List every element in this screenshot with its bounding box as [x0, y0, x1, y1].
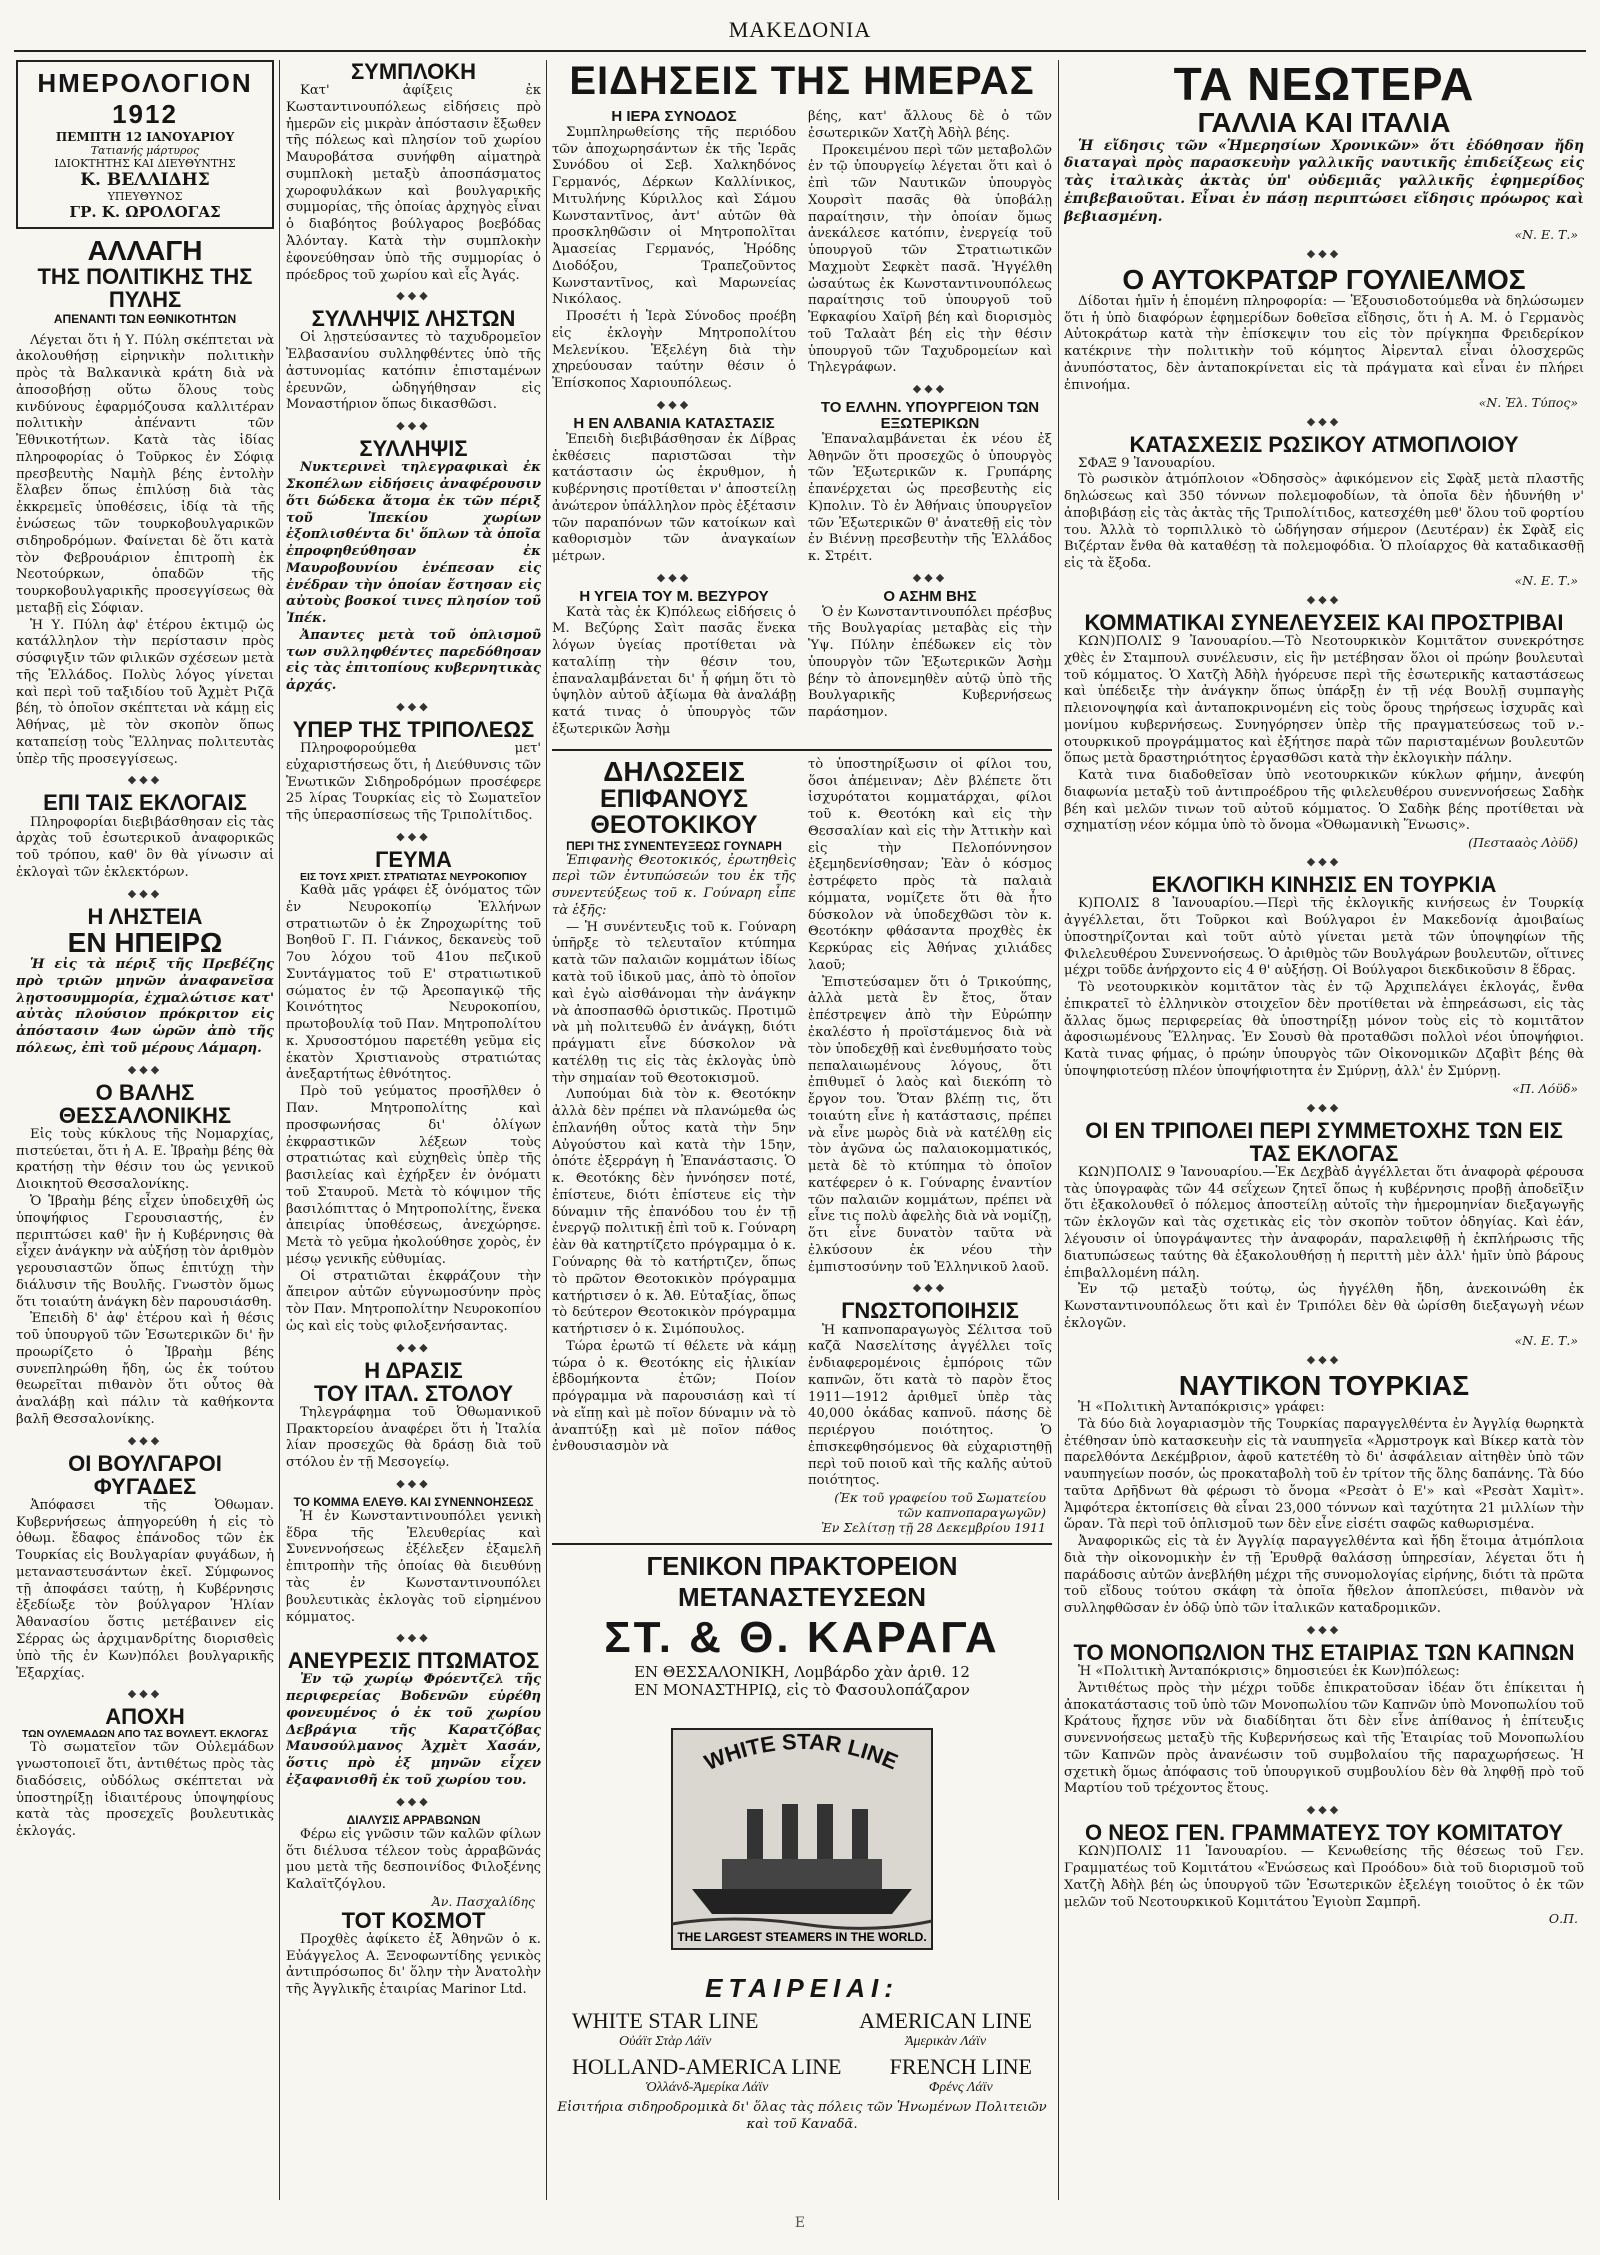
article-paragraph: Λέγεται ὅτι ἡ Υ. Πύλη σκέπτεται νὰ ἀκολουθήσῃ εἰρηνικὴν πολιτικὴν πρὸς τὰ Βαλκανικὰ κράτη διὰ νὰ ἀποσοβήσῃ οὕτω ὅλους τοὺς κινδύνους ἐφαρμόζουσα καλλιτέραν πολιτικὴν ἀπέναντι τῶν Ἐθνικοτήτων. Κατὰ τὰς ἰδίας πληροφορίας ὁ Τοῦρκος ἐν Σόφιᾳ πρεσβευτὴς Ναμὴλ βέης ἐντολὴν ἔλαβεν ὅπως ἐπιλύσῃ διὰ τὰς ἐκκρεμεῖς ὑποθέσεις, ἰδίᾳ τὰ τῆς ἐνώσεως τῶν τουρκοβουλγαρικῶν σιδηροδρόμων. Φαίνεται δὲ ὅτι κατὰ τὸν Φεβρουάριον ἐπιτροπὴ ἐκ Νεοτούρκων, ὁπαδῶν τῆς τουρκοβουλγαρικῆς προσεγγίσεως θὰ μεταβῇ εἰς Σόφιαν. — [16, 332, 274, 616]
advert-address: ΕΝ ΜΟΝΑΣΤΗΡΙῼ, εἰς τὸ Φασουλοπάζαρον — [634, 1681, 970, 1700]
shipping-line: HOLLAND-AMERICA LINE Ὁλλάνδ-Ἀμερίκα Λάϊν — [572, 2054, 842, 2096]
article-headline: Ο ΑΣΗΜ ΒΗΣ — [883, 587, 977, 605]
article-paragraph: Ἀπόφασει τῆς Ὀθωμαν. Κυβερνήσεως ἀπηγορεύθη ἡ εἰς τὸ ὀθωμ. ἔδαφος ἐπάνοδος τῶν ἐκ Τουρκίας εἰς Βουλγαρίαν φυγάδων, ἡ μεταναστευσάντων ἐκεῖ. Σύμφωνος τῇ ἀποφάσει ταύτῃ, ἡ Κυβέρνησις ἐξεδίωξε τὸν βούλγαρον Ἠλίαν Ἀθανασίου ὅστις μετέβαινεν εἰς Σέρρας ὡς ἀρχιμανδρίτης διορισθεὶς ὑπὸ τῆς ἐν Κων)πόλει βουλγαρικῆς Ἐξαρχίας. — [16, 1497, 274, 1681]
article-paragraph: Τὸ σωματεῖον τῶν Οὐλεμάδων γνωστοποιεῖ ὅτι, ἀντιθέτως πρὸς τὰς διαδόσεις, οὐδόλως σκέπτεται νὰ ὑποστηρίξῃ ἰδιαιτέρους ὑποψηφίους κατὰ τὰς προσεχεῖς βουλευτικὰς ἐκλογάς. — [16, 1740, 274, 1840]
news-subcolumns — [552, 109, 1052, 739]
article-paragraph: Προχθὲς ἀφίκετο ἐξ Ἀθηνῶν ὁ κ. Εὐάγγελος Α. Ξενοφωντίδης γενικὸς ἀντιπρόσωπος δι' ὅλην τὴν Ἀνατολὴν τῆς Ἀγγλικῆς ἑταιρίας Marinor Ltd. — [286, 1931, 541, 1998]
article-paragraph: Ἀναφορικῶς εἰς τὰ ἐν Ἀγγλίᾳ παραγγελθέντα καὶ ἤδη ἕτοιμα ἀτμόπλοια διὰ τὴν οἰκονομικὴν ἐν τῇ Ἐρυθρᾷ θαλάσσῃ ὑπηρεσίαν, λέγεται ὅτι ἡ παράδοσις αὐτῶν ἀνεβλήθη μέχρι τῆς συνομολογίας εἰρήνης, διότι τὰ πρῶτα τοῦ εἴδους τούτου σκάφη τὰ ὁποῖα ἤθελον ἀποπλεύσει, πιθανὸν νὰ συλληφθῶσαν ἐν ὁδῷ ὑπὸ τῶν ἰταλικῶν καταδρομικῶν. — [1064, 1534, 1584, 1617]
article-headline: Ο ΑΥΤΟΚΡΑΤΩΡ ΓΟΥΛΙΕΛΜΟΣ — [1122, 263, 1526, 295]
ornament-divider: ◆◆◆ — [1306, 855, 1342, 869]
article-headline: ΕΠΙ ΤΑΙΣ ΕΚΛΟΓΑΙΣ — [43, 790, 247, 816]
shipping-lines-row — [552, 2008, 1052, 2050]
article-paragraph: Ἀπαντες μετὰ τοῦ ὁπλισμοῦ των συλληφθέντες παρεδόθησαν εἰς τὰς ἐπιτοπίους κυβερνητικὰς ἀρχάς. — [286, 627, 541, 694]
article-headline: Η ΛΗΣΤΕΙΑ — [87, 903, 203, 929]
ornament-divider: ◆◆◆ — [396, 700, 431, 714]
signature: «Π. Λόϋδ» — [1512, 1080, 1578, 1096]
column-1 — [16, 60, 274, 2200]
article-paragraph: Τὰ δύο διὰ λογαριασμὸν τῆς Τουρκίας παραγγελθέντα ἐν Ἀγγλίᾳ θωρηκτὰ ἐτέθησαν ὑπὸ κατασκευὴν εἰς τὰ ναυπηγεῖα «Ἀρμστρογκ καὶ Βίκερ κατὰ τὸν παρελθόντα Δεκέμβριον, ἀφοῦ κατετέθη τὸ δι' ἀσφάλειαν αἰτηθὲν ὑπὸ τῶν ναυπηγείων ποσόν, ὡς προκαταβολὴ τοῦ ἐν τρίτον τῆς ὅλης δαπάνης. Τὰ δύο ταῦτα Δρῆδνωτ θὰ φέρωσι τὸ ὄνομα «Ρεσὰτ ὁ Ε'» καὶ «Ρεσὰτ Χαμὶτ». Ἀμφότερα ἐκτοπίσεις θὰ εἶναι 23,000 τόννων καὶ ταχύτητα 21 μιλλίων τὴν ὥραν. Τὰ περὶ τοῦ ὁπλισμοῦ των δὲν εἶνε εἰσέτι σαφῶς καθωρισμένα. — [1064, 1416, 1584, 1533]
signature: «Ν. Ἐλ. Τύπος» — [1478, 394, 1578, 410]
article-headline: ΓΑΛΛΙΑ ΚΑΙ ΙΤΑΛΙΑ — [1197, 107, 1451, 139]
article-paragraph: Προκειμένου περὶ τῶν μεταβολῶν ἐν τῷ ὑπουργείῳ λέγεται ὅτι καὶ ὁ ἐπὶ τῶν Ναυτικῶν ὑπουργὸς Χουρσὶτ πασᾶς θὰ ὑποβάλῃ παραίτησιν, τὴν ὁποίαν ὅμως ἀνεκάλεσε κατόπιν, ἐνεργείᾳ τοῦ ὑπουργοῦ τῶν Στρατιωτικῶν Μαχμοὺτ Σεφκὲτ πασᾶ. Ἠγγέλθη ὡσαύτως ἐκ Κωνσταντινουπόλεως παραίτησις τοῦ ὑπουργοῦ τοῦ Ἐφκαφίου Χαϊρῆ βέη καὶ διορισμὸς τοῦ Ταλαὰτ βέη εἰς τὴν θέσιν ὑπουργοῦ τῶν Ταχυδρομείων καὶ Τηλεγράφων. — [808, 142, 1052, 376]
article-headline: ΤΟ ΕΛΛΗΝ. ΥΠΟΥΡΓΕΙΟΝ ΤΩΝ ΕΞΩΤΕΡΙΚΩΝ — [820, 399, 1040, 432]
column-4 — [1064, 60, 1584, 2200]
shipping-lines-row — [552, 2054, 1052, 2096]
editor-name: ΓΡ. Κ. ΩΡΟΛΟΓΑΣ — [69, 203, 221, 221]
newspaper-page — [14, 10, 1586, 2245]
article-paragraph: Συμπληρωθείσης τῆς περιόδου τῶν ἀποχωρησάντων ἐκ τῆς Ἱερᾶς Συνόδου οἱ Σεβ. Χαλκηδόνος Γερμανός, Δέρκων Καλλίνικος, Μιτυλήνης Κύριλλος καὶ Σάμου Κωνσταντῖνος, ἀντ' αὐτῶν θὰ προσκληθῶσιν οἱ Μητροπολῖται Ἀμασείας Γερμανός, Ἡρόδης Διοδόξου, Τραπεζοῦντος Κωνσταντῖνος, καὶ Μαρωνείας Νικόλαος. — [552, 124, 796, 308]
signature: «Ν. Ε. Τ.» — [1514, 1332, 1578, 1348]
article-paragraph: Ἡ ἐν Κωνσταντινουπόλει γενικὴ ἕδρα τῆς Ἐλευθερίας καὶ Συνεννοήσεως ἐξέλεξεν ἐξαμελῆ ἐπιτροπὴν τῆς ὁποίας θὰ διευθύνῃ τὰς ἐν Κωνσταντινουπόλει βουλευτικὰς ἐκλογὰς τοῦ εἰρημένου κόμματος. — [286, 1508, 541, 1625]
page-footer-mark: Ε — [794, 2215, 806, 2231]
calendar-date: ΠΕΜΠΤΗ 12 ΙΑΝΟΥΑΡΙΟΥ — [55, 130, 235, 144]
ornament-divider: ◆◆◆ — [912, 382, 948, 396]
article-paragraph: ΚΩΝ)ΠΟΛΙΣ 11 Ἰανουαρίου. — Κενωθείσης τῆς θέσεως τοῦ Γεν. Γραμματέως τοῦ Κομιτάτου «Ἑνώσεως καὶ Προόδου» διὰ τοῦ διορισμοῦ τοῦ Χατζὴ Ἀδὴλ βέη ὡς ὑπουργοῦ τῶν Ἐσωτερικῶν ἐξελέγη τοιοῦτος ὁ ἐκ τῶν μελῶν τοῦ Νεοτουρκικοῦ Κομιτάτου Ἐγιοὺπ Σαμπρῆ. — [1064, 1844, 1584, 1910]
ornament-divider: ◆◆◆ — [396, 1794, 431, 1808]
ornament-divider: ◆◆◆ — [396, 829, 431, 843]
ornament-divider: ◆◆◆ — [127, 1062, 163, 1076]
article-headline: ΔΙΑΛΥΣΙΣ ΑΡΡΑΒΩΝΩΝ — [346, 1812, 481, 1827]
article-paragraph: βέης, κατ' ἄλλους δὲ ὁ τῶν ἐσωτερικῶν Χατζὴ Ἀδὴλ βέης. — [808, 109, 1052, 141]
ornament-divider: ◆◆◆ — [656, 570, 692, 584]
article-paragraph: Πληροφορίαι διεβιβάσθησαν εἰς τὰς ἀρχὰς τοῦ ἐσωτερικοῦ ἀναφορικῶς τοῦ τρόπου, καθ' ὃν θὰ γίνωσιν αἱ ἐκλογαὶ τῶν ἐκλεκτόρων. — [16, 814, 274, 880]
article-headline: ΕΚΛΟΓΙΚΗ ΚΙΝΗΣΙΣ ΕΝ ΤΟΥΡΚΙΑ — [1151, 872, 1497, 898]
ornament-divider: ◆◆◆ — [1306, 1622, 1342, 1636]
article-paragraph: ΣΦΑΞ 9 Ἰανουαρίου. — [1078, 455, 1216, 471]
companies-heading: ΕΤΑΙΡΕΙΑΙ: — [705, 1973, 899, 2004]
article-paragraph: Τὸ ρωσικὸν ἀτμόπλοιον «Ὀδησσὸς» ἀφικόμενον εἰς Σφὰξ μετὰ πλαστῆς δηλώσεως καὶ 350 τόννων πολεμοφοδίων, τὰ ὁποῖα δὲν ἠδυνήθη ν' ἀποβιβάσῃ εἰς τὰς ἀκτὰς τῆς Τριπολίτιδος, κατεσχέθη μεθ' ὅλου τοῦ φορτίου του. Ἀλλὰ τὸ τορπιλλικὸ τὸ ὡδήγησαν σήμερον (Δευτέραν) ἐκ Σφὰξ εἰς Βιζέρταν ἔνθα θὰ καταθέσῃ τὰ πολεμοφόδια. Ὁ πλοίαρχος θὰ καταδικασθῇ εἰς τὰ ἔξοδα. — [1064, 472, 1584, 572]
article-headline: ΤΟΤ ΚΟΣΜΟΤ — [341, 1907, 486, 1933]
ornament-divider: ◆◆◆ — [656, 398, 692, 411]
article-headline: ΣΥΜΠΛΟΚΗ — [350, 60, 477, 84]
ship-caption: THE LARGEST STEAMERS IN THE WORLD. — [677, 1930, 927, 1945]
advert-footer: Εἰσιτήρια σιδηροδρομικὰ δι' ὅλας τὰς πόλεις τῶν Ἡνωμένων Πολιτειῶν καὶ τοῦ Καναδᾶ. — [557, 2100, 1047, 2132]
signature: «Ν. Ε. Τ.» — [1514, 572, 1578, 588]
article-paragraph: τὸ ὑποστηρίξωσιν οἱ φίλοι του, ὅσοι ἀπέμειναν; Δὲν βλέπετε ὅτι ἰσχυρότατοι κομματάρχαι, φίλοι τοῦ κ. Θεοτόκη καὶ εἰς τὴν Θεσσαλίαν καὶ εἰς τὴν Ἀττικὴν καὶ εἰς τὴν Πελοπόννησον ἐξεμηδενίσθησαν; Ἐὰν ὁ κόσμος ἐστρέφετο πρὸς τὰ παλαιὰ κόμματα, νομίζετε ὅτι θὰ ἦτο δύσκολον νὰ ὑποδεχθῶσι τὸν κ. Θεοτόκην φθάσαντα προχθὲς ἐκ Κερκύρας εἰς Ἀθήνας χιλιάδες λαοῦ; — [808, 756, 1052, 973]
ornament-divider: ◆◆◆ — [127, 1687, 163, 1701]
article-paragraph: Ἐπειδὴ δ' ἀφ' ἑτέρου καὶ ἡ θέσις τοῦ ὑπουργοῦ τῶν Ἐσωτερικῶν δι' ἣν προωρίζετο ὁ Ἰβραὴμ βέης συνεπληρώθη ἤδη, ὡς ἐκ τούτου θεωρεῖται πιθανὸν ὅτι οὗτος θὰ ἀναλάβῃ καὶ πάλιν τὰ καθήκοντα βαλῆ Θεσσαλονίκης. — [16, 1311, 274, 1427]
article-paragraph: Ἀντιθέτως πρὸς τὴν μέχρι τοῦδε ἐπικρατοῦσαν ἰδέαν ὅτι ἐπίκειται ἡ ἀποκατάστασις τοῦ ὑπὸ τῶν Μονοπωλίου τῶν Καπνῶν ὑπὸ Μονοπωλίου τοῦ Κράτους ἤχησε νῦν νὰ διαδίδηται ὅτι δὲν εἶνε ἀπίθανος ἡ ἐπίτευξις συνεννοήσεως μεταξὺ τῆς Κυβερνήσεως καὶ τῆς Ἑταιρίας τοῦ Μονοπωλίου τῶν Καπνῶν πρὸς ἀνανέωσιν τοῦ συμβολαίου τῆς παραχωρήσεως. Ἡ σχετικὴ ὅμως ἀπόφασις τοῦ ὑπουργικοῦ συμβουλίου δὲν θὰ ληφθῇ πρὸ τοῦ Μαρτίου τοῦ τρέχοντος ἔτους. — [1064, 1680, 1584, 1797]
signature: Ἀν. Πασχαλίδης — [431, 1893, 535, 1909]
article-subhead: ΕΙΣ ΤΟΥΣ ΧΡΙΣΤ. ΣΤΡΑΤΙΩΤΑΣ ΝΕΥΡΟΚΟΠΙΟΥ — [299, 871, 528, 884]
article-paragraph: — Ἡ συνέντευξις τοῦ κ. Γούναρη ὑπῆρξε τὸ τελευταῖον κτύπημα κατὰ τῶν παλαιῶν κομμάτων ἰδίως κατὰ τοῦ ἰδικοῦ μας, ἀπὸ τὸ ὁποῖον καὶ ἐγὼ αἰσθάνομαι τὴν ἀνάγκην νὰ ἀποσπασθῶ ὁριστικῶς. Προτιμῶ νὰ μὴ πολιτευθῶ ἐν ἀνάγκῃ, διότι πράγματι εἶνε δύσκολον νὰ κατέλθῃ τις εἰς τὰς ἐκλογὰς ὑπὸ τὴν σημαίαν τοῦ Θεοτοκισμοῦ. — [552, 919, 796, 1086]
ornament-divider: ◆◆◆ — [1306, 1803, 1342, 1817]
article-paragraph: Ἡ «Πολιτικὴ Ἀνταπόκρισις» γράφει: — [1078, 1399, 1325, 1415]
article-paragraph: Ὁ ἐν Κωνσταντινουπόλει πρέσβυς τῆς Βουλγαρίας μεταβὰς εἰς τὴν Ὑψ. Πύλην ἐπέδωκεν εἰς τὸν ὑπουργὸν τῶν Ἐξωτερικῶν Ἀσὴμ βέην τὸ ἀπονεμηθὲν αὐτῷ ὑπὸ τῆς Βουλγαρικῆς Κυβερνήσεως παράσημον. — [808, 604, 1052, 721]
article-paragraph: Ἐπαναλαμβάνεται ἐκ νέου ἐξ Ἀθηνῶν ὅτι προσεχῶς ὁ ὑπουργὸς τῶν Ἐξωτερικῶν κ. Γρυπάρης ἐπανέρχεται ὡς πρεσβευτὴς εἰς Κ)πολιν. Τὸ ἐν Ἀθήναις ὑπουργεῖον τῶν Ἐξωτερικῶν θ' ἀνατεθῇ εἰς τὸν ἐν Βιέννῃ πρεσβευτὴν τῆς Ἑλλάδος κ. Στρέιτ. — [808, 431, 1052, 565]
advert-title: ΓΕΝΙΚΟΝ ΠΡΑΚΤΟΡΕΙΟΝ ΜΕΤΑΝΑΣΤΕΥΣΕΩΝ — [646, 1551, 958, 1613]
article-headline: ΤΗΣ ΠΟΛΙΤΙΚΗΣ ΤΗΣ ΠΥΛΗΣ — [37, 264, 253, 313]
section-banner: ΤΑ ΝΕΩΤΕΡΑ — [1173, 60, 1475, 110]
ornament-divider: ◆◆◆ — [912, 1281, 948, 1295]
article-headline: Η ΔΡΑΣΙΣ — [364, 1357, 463, 1383]
article-headline: ΥΠΕΡ ΤΗΣ ΤΡΙΠΟΛΕΩΣ — [292, 717, 535, 743]
ornament-divider: ◆◆◆ — [127, 886, 163, 900]
ship-banner-text: WHITE STAR LINE — [700, 1729, 902, 1776]
column-2 — [286, 60, 541, 2200]
article-paragraph: Ἡ εἰς τὰ πέριξ τῆς Πρεβέζης πρὸ τριῶν μηνῶν ἀναφανεῖσα λῃστοσυμμορία, ἐχμαλώτισε κατ' αὐτὰς πλούσιον πρόκριτον εἰς ἀπόστασιν 4ων ὡρῶν ἀπὸ τῆς πόλεως, ἐπὶ τοῦ μέρους Λάμαρη. — [16, 957, 274, 1056]
article-headline: Ο ΒΑΛΗΣ ΘΕΣΣΑΛΟΝΙΚΗΣ — [58, 1079, 232, 1128]
article-paragraph: Τηλεγράφημα τοῦ Ὀθωμανικοῦ Πρακτορείου ἀναφέρει ὅτι ἡ Ἰταλία λίαν προσεχῶς θὰ δράσῃ διὰ τοῦ στόλου ἐν τῇ Μεσογείῳ. — [286, 1404, 541, 1471]
article-headline: Η ΙΕΡΑ ΣΥΝΟΔΟΣ — [611, 108, 737, 125]
article-paragraph: Οἱ στρατιῶται ἐκφράζουν τὴν ἄπειρον αὐτῶν εὐγνωμοσύνην πρὸς τὸν Παν. Μητροπολίτην Νευροκοπίου ὡς καὶ εἰς τοὺς φιλοξενήσαντας. — [286, 1268, 541, 1334]
signature: Ο.Π. — [1548, 1911, 1578, 1927]
article-headline: ΤΟΥ ΙΤΑΛ. ΣΤΟΛΟΥ — [313, 1380, 514, 1406]
article-subhead: ΠΕΡΙ ΤΗΣ ΣΥΝΕΝΤΕΥΞΕΩΣ ΓΟΥΝΑΡΗ — [566, 838, 782, 853]
ornament-divider: ◆◆◆ — [396, 1476, 431, 1490]
article-paragraph: Ἡ καπνοπαραγωγὸς Σέλιτσα τοῦ καζᾶ Νασελίτσης ἀγγέλλει τοῖς ἐνδιαφερομένοις ἐμπόροις τῶν καπνῶν, ὅτι κατὰ τὸ παρὸν ἔτος 1911—1912 ἀριθμεῖ ὑπὲρ τὰς 40,000 ὀκάδας καπνοῦ. πάσης δὲ περιέργου ποιότητος. Ὁ ἐπισκεφθησόμενος θὰ εὐχαριστηθῇ περὶ τοῦ ποιοῦ καὶ τῆς καλῆς αὐτοῦ ποιότητος. — [808, 1322, 1052, 1489]
article-paragraph: Νυκτερινεὶ τηλεγραφικαὶ ἐκ Σκοπέλων εἰδήσεις ἀναφέρουσιν ὅτι δώδεκα ἄτομα ἐκ τῶν πέριξ τοῦ Ἰπεκίου χωρίων ἐξοπλισθέντα δι' ὅπλων τὰ ὁποῖα ἐπροφηθεύθησαν ἐκ Μαυροβουνίου ἐνέπεσαν εἰς ἐνέδραν τὴν ὁποίαν ἔστησαν εἰς αὐτοὺς βοσκοί τινες πλησίον τοῦ Ἰπέκ. — [286, 460, 541, 627]
advert-address: ΕΝ ΘΕΣΣΑΛΟΝΙΚΗ, Λομβάρδο χὰν ἀριθ. 12 — [634, 1663, 970, 1682]
news-subcolumn-left — [552, 109, 796, 739]
article-headline: ΓΕΥΜΑ — [375, 846, 452, 872]
article-paragraph: Ἡ «Πολιτικὴ Ἀνταπόκρισις» δημοσιεύει ἐκ Κων)πόλεως: — [1078, 1664, 1460, 1680]
editor-label: ΥΠΕΥΘΥΝΟΣ — [107, 190, 183, 203]
calendar-saint: Τατιανής μάρτυρος — [90, 144, 200, 157]
signature: (Πεστααὸς Λὸϋδ) — [1468, 835, 1578, 851]
article-headline: ΤΟ ΚΟΜΜΑ ΕΛΕΥΘ. ΚΑΙ ΣΥΝΕΝΝΟΗΣΕΩΣ — [293, 1494, 534, 1509]
ornament-divider: ◆◆◆ — [1306, 592, 1342, 606]
article-headline: Η ΕΝ ΑΛΒΑΝΙΑ ΚΑΤΑΣΤΑΣΙΣ — [573, 415, 775, 432]
article-paragraph: Πρὸ τοῦ γεύματος προσῆλθεν ὁ Παν. Μητροπολίτης καὶ προσφωνήσας δι' ὀλίγων ἐκφραστικῶν λέξεων τοὺς στρατιώτας καὶ εὐχηθεὶς ὑπὲρ τῆς βασιλείας καὶ ἐχήρξεν ἐν ὀνόματι τοῦ Σταυροῦ. Μετὰ τὸ κόψιμον τῆς βασιλόπιττας ὁ Μητροπολίτης, ἕνεκα ἀπειρίας ὑποθέσεως, ἀνεχώρησε. Μετὰ τὸ γεῦμα ἠκολούθησε χορὸς, ἐν μέσῳ γενικῆς εὐθυμίας. — [286, 1084, 541, 1267]
article-paragraph: Ἡ Υ. Πύλη ἀφ' ἑτέρου ἐκτιμῷ ὡς κατάλληλον τὴν περίστασιν πρὸς σύσφιγξιν τῶν φιλικῶν σχέσεων μετὰ τῆς Ἑλλάδος. Πολὺς λόγος γίνεται καὶ περὶ τοῦ ταξιδίου τοῦ Ἀχμὲτ Ριζᾶ βέη, τὸ ὁποῖον σκέπτεται νὰ κάμῃ εἰς Ἀθήνας, μὲ τὸν σκοπὸν ὅπως καταπείσῃ τοὺς Ἕλληνας πολιτευτὰς ὑπὲρ τῆς προσεγγίσεως. — [16, 617, 274, 767]
signature: Ἐν Σελίτσῃ τῇ 28 Δεκεμβρίου 1911 — [821, 1520, 1046, 1536]
ornament-divider: ◆◆◆ — [1306, 1352, 1342, 1366]
advert-company: ΣΤ. & Θ. ΚΑΡΑΓΑ — [604, 1613, 1000, 1663]
ornament-divider: ◆◆◆ — [1306, 1100, 1342, 1114]
article-headline: Ο ΝΕΟΣ ΓΕΝ. ΓΡΑΜΜΑΤΕΥΣ ΤΟΥ ΚΟΜΙΤΑΤΟΥ — [1084, 1820, 1564, 1846]
shipping-line: WHITE STAR LINE Οὐάϊτ Στὰρ Λάϊν — [572, 2008, 759, 2050]
article-headline: ΝΑΥΤΙΚΟΝ ΤΟΥΡΚΙΑΣ — [1178, 1369, 1470, 1401]
masthead — [14, 10, 1586, 52]
article-subhead: ΑΠΕΝΑΝΤΙ ΤΩΝ ΕΘΝΙΚΟΤΗΤΩΝ — [53, 311, 237, 326]
article-headline: ΤΟ ΜΟΝΟΠΩΛΙΟΝ ΤΗΣ ΕΤΑΙΡΙΑΣ ΤΩΝ ΚΑΠΝΩΝ — [1073, 1639, 1575, 1665]
article-paragraph: Φέρω εἰς γνῶσιν τῶν καλῶν φίλων ὅτι διέλυσα τέλεον τοὺς ἀρραβῶνάς μου μετὰ τῆς δεσποινίδος Φιλοξένης Καλαϊτζόγλου. — [286, 1826, 541, 1893]
calendar-title: ΗΜΕΡΟΛΟΓΙΟΝ — [37, 68, 253, 98]
article-paragraph: Δίδοται ἡμῖν ἡ ἑπομένη πληροφορία: — Ἐξουσιοδοτούμεθα νὰ δηλώσωμεν ὅτι ἡ ὑπὸ διαφόρων ἐφημερίδων δοθεῖσα εἴδησις, ὅτι ἡ Α. Μ. ὁ Γερμανὸς Αὐτοκράτωρ κατὰ τὴν ἐπίσκεψιν του εἰς τὸν πρίγκηπα Φρειδερίκον κατέκρινε τὴν πολιτικὴν τοῦ κόμητος Ἀἰρενταλ εἶναι ὁλοσχερῶς ἀνυπόστατος, δὲν ἀνταποκρίνεται εἰς τὰ πράγματα καὶ εἶναι ἐν πλήρει ἐπινοήμα. — [1064, 293, 1584, 393]
emigration-advert — [552, 1543, 1052, 2134]
section-banner: ΕΙΔΗΣΕΙΣ ΤΗΣ ΗΜΕΡΑΣ — [569, 60, 1035, 103]
ornament-divider: ◆◆◆ — [396, 1631, 431, 1645]
ornament-divider: ◆◆◆ — [912, 570, 948, 584]
news-subcolumn-right — [808, 109, 1052, 739]
article-paragraph: Ἐν τῷ χωρίῳ Φρόεντζελ τῆς περιφερείας Βοδενῶν εὑρέθη φονευμένος ὁ ἐκ τοῦ χωρίου Δεβράγια τῆς Καρατζόβας Μαυσούλμανος Ἀχμὲτ Χασάν, ὅστις πρὸ ἐξ μηνῶν εἶχεν ἐξαφανισθῆ ἐκ τοῦ χωρίου του. — [286, 1672, 541, 1788]
article-headline: ΣΥΛΛΗΨΙΣ — [359, 436, 468, 462]
article-headline: ΣΥΛΛΗΨΙΣ ΛΗΣΤΩΝ — [311, 306, 516, 332]
article-headline: ΟΙ ΒΟΥΛΓΑΡΟΙ ΦΥΓΑΔΕΣ — [68, 1450, 222, 1499]
column-rule — [1058, 60, 1059, 2200]
ornament-divider: ◆◆◆ — [127, 1433, 163, 1447]
owner-label: ΙΔΙΟΚΤΗΤΗΣ ΚΑΙ ΔΙΕΥΘΥΝΤΗΣ — [54, 157, 236, 170]
article-paragraph: Τὸ νεοτουρκικὸν κομιτᾶτον τὰς ἐν τῷ Ἀρχιπελάγει ἐκλογάς, ἔνθα ἐπικρατεῖ τὸ ἑλληνικὸν στοιχεῖον δὲν προτίθεται νὰ ἐπηρεάσωσι, εἰς τὰς ἄλλας ὅμως περιφερείας θὰ ὑποστηρίξῃ μόνον τοὺς εἰς τὸ κομιτᾶτον ἀφοσιωμένους Ἕλληνας. Ἐν Σουσὺ θὰ προταθῶσι πολλοὶ νέοι ὑποψήφιοι. Κατὰ τινας φήμας, ὁ πρώην ὑπουργὸς τῶν Οἰκονομικῶν Δζαβὶτ βέης θὰ ὑποψηφιοτεύσῃ πλέον ὑποψήφιοτητα ἐν Σμύρνῃ, ἀλλ' ἐν Σμύρνῃ. — [1064, 980, 1584, 1079]
article-paragraph: ΚΩΝ)ΠΟΛΙΣ 9 Ἰανουαρίου.—Ἐκ Δεχβὰδ ἀγγέλλεται ὅτι ἀναφορὰ φέρουσα τὰς ὑπογραφὰς τῶν 44 σεΐχεων ζητεῖ ὅπως ἡ κυβέρνησις προβῇ ἀποδεῖξιν ὅτι ἐξακολουθεῖ ὁ πόλεμος ἀποστείλῃ αὐτοῖς τὴν ἡμερομηνίαν διεξαγωγῆς τῶν ἐκλογῶν καὶ τὰς σχετικὰς εἰς τὸν σκοπὸν τοῦτον ὁδηγίας. Καὶ ἐάν, λέγουσιν οἱ ὑπογράψαντες τὴν ἀναφοράν, παραλειφθῇ ἡ ἐκπλήρωσις τῆς διατυπώσεως ταύτης θὰ ἐξακολουθήσῃ ἡ περιττὴ μὲν ἀλλ' ἡμῖν ὑπὸ βάρους ἐπιβαλλομένη πάλη. — [1064, 1164, 1584, 1281]
article-paragraph: Πληροφορούμεθα μετ' εὐχαριστήσεως ὅτι, ἡ Διεύθυνσις τῶν Ἑνωτικῶν Σιδηροδρόμων προσέφερε 25 λίρας Τουρκίας εἰς τὸ Σωματεῖον τῆς ὑπερασπίσεως τῆς Τριπολίτιδος. — [286, 741, 541, 824]
shipping-line: FRENCH LINE Φρένς Λάϊν — [889, 2054, 1032, 2096]
article-headline: ΑΠΟΧΗ — [105, 1704, 185, 1730]
steamship-illustration — [652, 1709, 952, 1959]
ornament-divider: ◆◆◆ — [396, 289, 431, 303]
article-paragraph: Ἐπειδὴ διεβιβάσθησαν ἐκ Δίβρας ἐκθέσεις παριστῶσαι τὴν κατάστασιν ὡς ἐκρυθμον, ἡ κυβέρνησις προτίθεται ν' ἀποστείλῃ ἀνώτερον ὑπάλληλον πρὸς ἐξέτασιν τῶν παραπόνων τῶν κατοίκων καὶ καθορισμὸν τῶν ἀναγκαίων μέτρων. — [552, 431, 796, 565]
ornament-divider: ◆◆◆ — [1306, 246, 1342, 260]
column-rule — [279, 60, 280, 2200]
article-paragraph: Κ)ΠΟΛΙΣ 8 Ἰανουαρίου.—Περὶ τῆς ἐκλογικῆς κινήσεως ἐν Τουρκίᾳ ἀγγέλλεται, ὅτι Τοῦρκοι καὶ Βούλγαροι ἐν Μακεδονίᾳ ἀμοιβαίως ὑποστηρίζονται καὶ τοῦτ αὐτὸ γίνεται μετὰ τῶν ὑποψηφίων τῆς Φιλελευθέρου Συνεννοήσεως. Ὁ ἀριθμὸς τῶν Βουλγάρων βουλευτῶν, οἵτινες μέχρι τοῦδε ἀνήρχοντο εἰς 4 θ' αὐξήσῃ. Οἱ Βούλγαροι διεκδικοῦσιν 8 ἕδρας. — [1064, 896, 1584, 979]
article-headline: ΕΠΙΦΑΝΟΥΣ ΘΕΟΤΟΚΙΚΟΥ — [590, 785, 758, 840]
column-rule — [546, 60, 547, 2200]
calendar-box — [16, 60, 274, 229]
article-paragraph: Κατὰ τὰς ἐκ Κ)πόλεως εἰδήσεις ὁ Μ. Βεζύρης Σαὶτ πασᾶς ἕνεκα λόγων ὑγείας προτίθεται νὰ καταλίπῃ τὴν θέσιν του, ἐπαναλαμβάνεται δι' ἧ φήμη ὅτι τὸ ὑψηλὸν αὐτοῦ ἀξίωμα θὰ ἀναλάβῃ κατά τινας ὁ ὑπουργὸς τῶν ἐξωτερικῶν Ἀσὴμ — [552, 604, 796, 737]
article-paragraph: Κατ' ἀφίξεις ἐκ Κωσταντινουπόλεως εἰδήσεις πρὸ ἡμερῶν εἰς μικρὰν ἀπόστασιν ἔξωθεν τῆς πόλεως καὶ πλησίον τοῦ χωρίου Μαυροβάτσα συνήφθη αἱματηρὰ συμπλοκὴ μεταξὺ ἀποσπάσματος χωροφυλάκων καὶ βουλγαρικῆς συμμορίας, τῆς ὁποίας ἀρχηγὸς εἶναι ὁ διαβόητος βούλγαρος βοεβόδας Ἀλόνταγ. Κατὰ τὴν συμπλοκὴν ἐφονεύθησαν ὑπὸ τῆς συμμορίας ὁ πρόεδρος τοῦ χωρίου καὶ εἷς Ἀγάς. — [286, 83, 541, 283]
article-headline: ΚΑΤΑΣΧΕΣΙΣ ΡΩΣΙΚΟΥ ΑΤΜΟΠΛΟΙΟΥ — [1129, 431, 1519, 457]
article-headline: ΑΛΛΑΓΗ — [87, 235, 203, 266]
article-paragraph: Καθὰ μᾶς γράφει ἐξ ὀνόματος τῶν ἐν Νευροκοπίῳ Ἑλλήνων στρατιωτῶν ὁ ἐκ Ζηροχωρίτης τοῦ Βοηθοῦ Γ. Π. Γιάνκος, δεκανεὺς τοῦ 7ου λόχου τοῦ 41ου πεζικοῦ Συντάγματος τοῦ Ε' στρατιωτικοῦ σώματος ἐν τῷ Ἀρεοπαγικῷ τῆς Κοινότητος Νευροκοπίου, πρωτοβουλίᾳ τοῦ Παν. Μητροπολίτου κ. Χρυσοστόμου παρετέθη γεῦμα εἰς ἑκατὸν Χριστιανοὺς στρατιώτας ἀνεξαρτήτως ἐθνότητος. — [286, 883, 541, 1083]
article-subhead: ΤΩΝ ΟΥΛΕΜΑΔΩΝ ΑΠΟ ΤΑΣ ΒΟΥΛΕΥΤ. ΕΚΛΟΓΑΣ — [21, 1728, 269, 1741]
article-headline: Η ΥΓΕΙΑ ΤΟΥ Μ. ΒΕΖΥΡΟΥ — [579, 587, 769, 605]
article-paragraph: Τώρα ἐρωτῶ τί θέλετε νὰ κάμῃ τώρα ὁ κ. Θεοτόκης εἰς ἡλικίαν ἑβδομήκοντα ἐτῶν; Ποίον πρόγραμμα νὰ παρουσιάσῃ καὶ τί νὰ εἴπῃ καὶ μὲ ποῖον δύναμιν νὰ τὸ ἀναπτύξῃ καὶ μὲ ποῖον πάθος ἐνθουσιασμὸν νὰ — [552, 1338, 796, 1455]
article-headline: ΑΝΕΥΡΕΣΙΣ ΠΤΩΜΑΤΟΣ — [287, 1648, 540, 1674]
article-paragraph: Ἐπιφανὴς Θεοτοκικός, ἐρωτηθεὶς περὶ τῶν ἐντυπώσεών του ἐκ τῆς συνεντεύξεως τοῦ κ. Γούναρη εἶπε τὰ ἑξῆς: — [552, 852, 796, 918]
article-paragraph: Ἐπιστεύσαμεν ὅτι ὁ Τρικούπης, ἀλλὰ μετὰ ἓν ἔτος, ὅταν ἐπέστρεψεν ἀπὸ τὴν Εὐρώπην ἐκαλέστο ἡ προϊστάμενος διὰ νὰ τὸν ὑποδεχθῇ καὶ ἐνεθυμήσατο τοὺς πεπαλαιωμένους λόγους, ὅτι ἐπιθυμεῖ ὁ λαὸς καὶ διεκόπη τὸ ἔργον του. Ὅταν βλέπῃ τις, ὅτι τοιαύτη εἶνε ἡ κατάστασις, πρέπει νὰ εἶνε μωρὸς διὰ νὰ κατέλθῃ εἰς τὸν ἀγῶνα ὡς παλαιοκομματικός, μετὰ δὲ τὸ κτύπημα τὸ ὁποῖον κατέφερεν ὁ κ. Γούναρης ἐναντίον τῶν παλαιῶν κομμάτων, πρέπει νὰ εἶνε τις πολὺ ἀφελὴς διὰ νὰ νομίζῃ, ὅτι εἶνε δυνατὸν ταῦτα νὰ ἐλκύσουν ἐκ νέου τὴν ἐμπιστοσύνην τοῦ Ἑλληνικοῦ λαοῦ. — [808, 974, 1052, 1275]
article-paragraph: Προσέτι ἡ Ἱερὰ Σύνοδος προέβη εἰς ἐκλογὴν Μητροπολίτου Μελενίκου. Ἐξελέγη διὰ τὴν χηρεύουσαν ταύτην θέσιν ὁ Ἐπίσκοπος Χαριουπόλεως. — [552, 309, 796, 392]
ornament-divider: ◆◆◆ — [396, 419, 431, 433]
article-paragraph: Ἡ εἴδησις τῶν «Ἡμερησίων Χρονικῶν» ὅτι ἐδόθησαν ἤδη διαταγαὶ πρὸς παρασκευὴν γαλλικῆς ναυτικῆς ἐπιδείξεως εἰς τὰς ἰταλικὰς ἀκτὰς ὑπ' οὐδεμιᾶς γαλλικῆς ἐφημερίδος ἐπιβεβαιοῦται. Εἶναι ἐν πάσῃ περιπτώσει εἴδησις πρόωρος καὶ βεβιασμένη. — [1064, 137, 1584, 225]
article-headline: ΕΝ ΗΠΕΙΡΩ — [67, 926, 223, 958]
article-paragraph: Οἱ λῃστεύσαντες τὸ ταχυδρομεῖον Ἐλβασανίου συλληφθέντες ὑπὸ τῆς ἀστυνομίας κατόπιν ἐπισταμένων ἐρευνῶν, ὡδηγήθησαν εἰς Μοναστήριον ὅπως δικασθῶσι. — [286, 330, 541, 413]
article-headline: ΚΟΜΜΑΤΙΚΑΙ ΣΥΝΕΛΕΥΣΕΙΣ ΚΑΙ ΠΡΟΣΤΡΙΒΑΙ — [1084, 609, 1564, 635]
ornament-divider: ◆◆◆ — [1306, 414, 1342, 428]
article-headline: ΟΙ ΕΝ ΤΡΙΠΟΛΕΙ ΠΕΡΙ ΣΥΜΜΕΤΟΧΗΣ ΤΩΝ ΕΙΣ ΤΑΣ ΕΚΛΟΓΑΣ — [1085, 1117, 1563, 1166]
article-paragraph: ΚΩΝ)ΠΟΛΙΣ 9 Ἰανουαρίου.—Τὸ Νεοτουρκικὸν Κομιτᾶτον συνεκρότησε χθὲς ἐν Σταμπουλ συνέλευσιν, εἰς ἣν μετέβησαν ὅλοι οἱ πρώην βουλευταὶ τοῦ κόμματος. Ὁ Χατζὴ Ἀδὴλ ἡγόρευσε περὶ τῆς ἐσωτερικῆς καταστάσεως καὶ ὑπέδειξε τὴν ἀνάγκην ὅπως ὑπάρξῃ ἐν τῇ νέᾳ Βουλῇ συμπαγὴς πλειονοψηφία καὶ ἀνταποκρινομένη εἰς τοὺς ὅρους τηρήσεως ἰσχυρᾶς καὶ μονίμου κυβερνήσεως. Συνηγόρησεν ὑπὲρ τῆς πραγματεύσεως τοῦ ν.-οτουρκικοῦ προγράμματος καὶ ἐξήτησε παρὰ τῶν παρισταμένων βουλευτῶν ὅπως μετὰ δραστηριότητος ἐργασθῶσι κατὰ τὴν ἐκλογικὴν πάλην. — [1064, 634, 1584, 767]
article-paragraph: Λυπούμαι διὰ τὸν κ. Θεοτόκην ἀλλὰ δὲν πρέπει νὰ πλανώμεθα ὡς ἐπλανήθη οὗτος κατὰ τὴν 5ην Αὐγούστου καὶ κατὰ τὴν 15ην, ὁπότε ἐξερράγη ἡ Ἐπανάστασις. Ὁ κ. Θεοτόκης δὲν ἠννόησεν ποτέ, ἐπίστευε, διότι ἐπίστευε εἰς τὴν δύναμιν τῆς ἐπανόδου του ἐν τῇ ἐνεργῷ πολιτικῇ ἐπὶ τοῦ κ. Γούναρη ἐὰν θὰ κατηρτίζετο πρόγραμμα ὁ κ. Γούναρης θὰ τὸ κατήρτιζεν, ὅπως τὸ πρῶτον Θεοτοκικὸν πρόγραμμα κατήρτισεν ὁ κ. Ἀθ. Εὐταξίας, ὅπως τὸ δεύτερον Θεοτοκικὸν πρόγραμμα κατήρτισεν ὁ κ. Σιμόπουλος. — [552, 1087, 796, 1338]
signature: «Ν. Ε. Τ.» — [1514, 226, 1578, 242]
article-paragraph: Κατὰ τινα διαδοθεῖσαν ὑπὸ νεοτουρκικῶν κύκλων φήμην, ἀνεφύη διαφωνία μεταξὺ τοῦ ἀντιπροέδρου τῆς φιλελευθέρου συνεννοήσεως Σαδὴκ βέη καὶ μελῶν τινων τοῦ αὐτοῦ κόμματος. Ὁ Σαδὴκ βέης προτίθεται νὰ σχηματίσῃ νέον κόμμα ὑπὸ τὸ ὄνομα «Ὀθωμανικὴ Ἕνωσις». — [1064, 768, 1584, 834]
owner-name: Κ. ΒΕΛΛΙΔΗΣ — [80, 170, 210, 190]
declarations-section — [552, 749, 1052, 1535]
column-3 — [552, 60, 1052, 2200]
article-paragraph: Ὁ Ἰβραὴμ βέης εἶχεν ὑποδειχθῆ ὡς ὑποψήφιος Γερουσιαστής, ἐν περιπτώσει καθ' ἣν ἡ Κυβέρνησις θὰ εἶχεν ἀνάγκην νὰ αὐξήσῃ τὸν ἀριθμὸν γερουσιαστῶν ὅπως ἐπιτύχῃ τὴν διάλυσιν τῆς Βουλῆς. Γνωστὸν ὅμως ὅτι τοιαύτη ἀνάγκη δὲν παρουσιάσθη. — [16, 1193, 274, 1310]
article-paragraph: Εἰς τοὺς κύκλους τῆς Νομαρχίας, πιστεύεται, ὅτι ἡ Α. Ε. Ἰβραὴμ βέης θὰ κρατήσῃ τὴν θέσιν του ὡς γενικοῦ Διοικητοῦ Θεσσαλονίκης. — [16, 1126, 274, 1193]
shipping-line: AMERICAN LINE Ἀμερικὰν Λάϊν — [859, 2008, 1032, 2050]
calendar-year: 1912 — [112, 99, 178, 129]
article-headline: ΔΗΛΩΣΕΙΣ — [603, 755, 745, 787]
article-paragraph: Ἐν τῷ μεταξὺ τούτῳ, ὡς ἠγγέλθη ἤδη, ἀνεκοινώθη ἐκ Κωνσταντινουπόλεως ὅτι καὶ ἐν Τριπόλει δὲν θὰ ὡρίσθη διεξαγωγὴ νέων ἐκλογῶν. — [1064, 1282, 1584, 1331]
signature: (Ἐκ τοῦ γραφείου τοῦ Σωματείου τῶν καπνοπαραγωγῶν) — [834, 1490, 1046, 1521]
ornament-divider: ◆◆◆ — [396, 1340, 431, 1354]
article-headline: ΓΝΩΣΤΟΠΟΙΗΣΙΣ — [841, 1298, 1019, 1324]
newspaper-title: ΜΑΚΕΔΟΝΙΑ — [728, 17, 872, 42]
ornament-divider: ◆◆◆ — [127, 773, 163, 787]
